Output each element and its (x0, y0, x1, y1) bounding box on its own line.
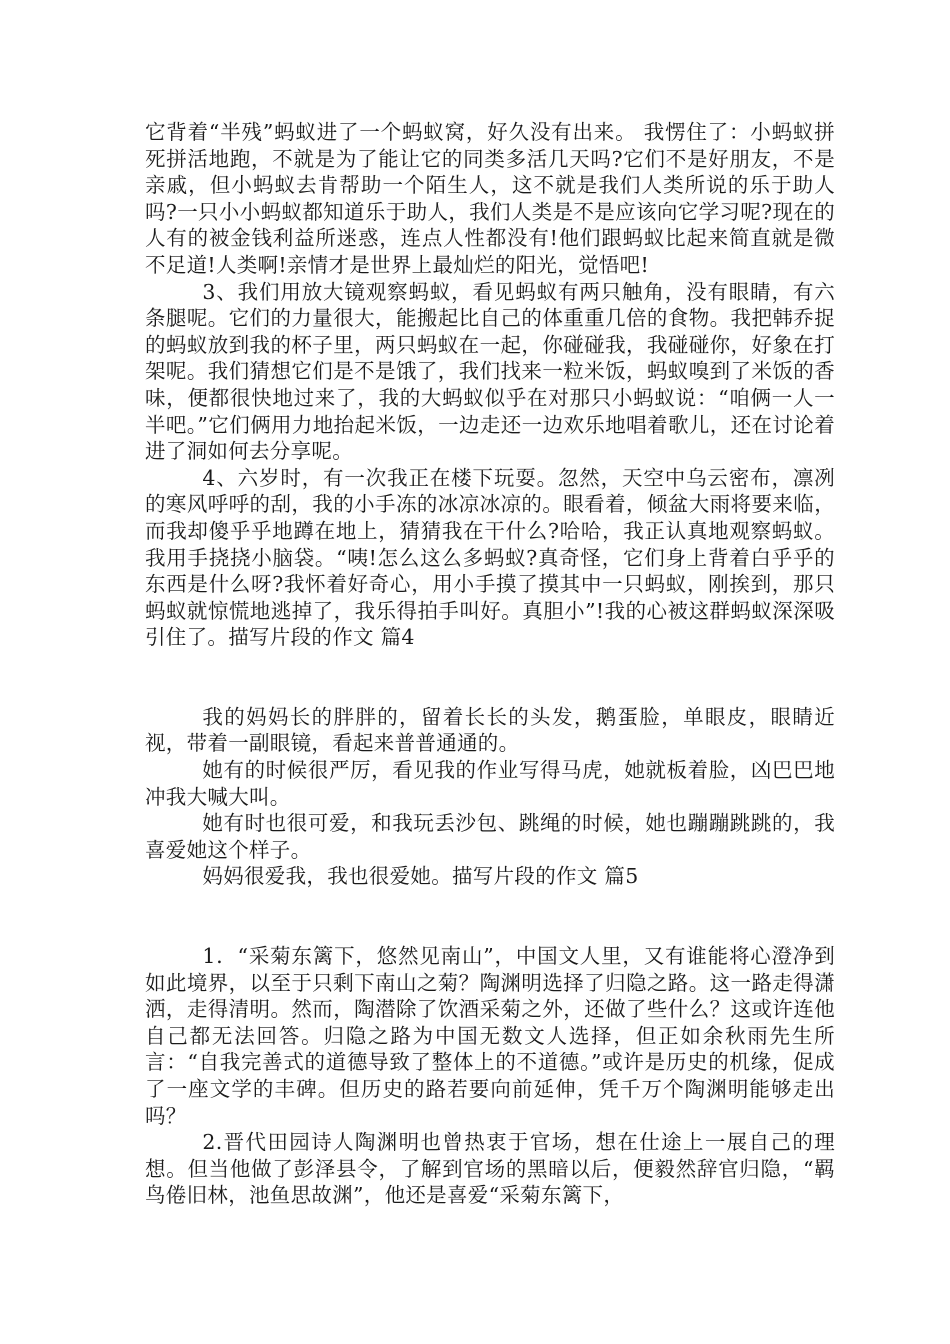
paragraph-mom-strict: 她有的时候很严厉，看见我的作业写得马虎，她就板着脸，凶巴巴地冲我大喊大叫。 (145, 758, 835, 809)
paragraph-tao-yuanming-2: 2.晋代田园诗人陶渊明也曾热衷于官场，想在仕途上一展自己的理想。但当他做了彭泽县令，了解到官场的黑暗以后，便毅然辞官归隐，“羁鸟倦旧林，池鱼思故渊”，他还是喜爱“采菊东篱下， (145, 1130, 835, 1208)
paragraph-mom-cute: 她有时也很可爱，和我玩丢沙包、跳绳的时候，她也蹦蹦跳跳的，我喜爱她这个样子。 (145, 811, 835, 862)
paragraph-tao-yuanming-1: 1．“采菊东篱下，悠然见南山”，中国文人里，又有谁能将心澄净到如此境界，以至于只剩下南山之菊？陶渊明选择了归隐之路。这一路走得潇洒，走得清明。然而，陶潜除了饮酒采菊之外，还做了些什么？这或许连他自己都无法回答。归隐之路为中国无数文人选择，但正如余秋雨先生所言：“自我完善式的道德导致了整体上的不道德。”或许是历史的机缘，促成了一座文学的丰碑。但历史的路若要向前延伸，凭千万个陶渊明能够走出吗？ (145, 944, 835, 1128)
document-body (145, 119, 835, 1209)
paragraph-mom-appearance: 我的妈妈长的胖胖的，留着长长的头发，鹅蛋脸，单眼皮，眼睛近视，带着一副眼镜，看起来普普通通的。 (145, 704, 835, 756)
paragraph-mom-love: 妈妈很爱我，我也很爱她。描写片段的作文 篇5 (202, 864, 639, 889)
paragraph-ant-helping: 它背着“半残”蚂蚁进了一个蚂蚁窝，好久没有出来。 我愣住了：小蚂蚁拼死拼活地跑，不就是为了能让它的同类多活几天吗?它们不是好朋友，不是亲戚，但小蚂蚁去肯帮助一个陌生人，这不就是我们人类所说的乐于助人吗?一只小小蚂蚁都知道乐于助人，我们人类是不是应该向它学习呢?现在的人有的被金钱利益所迷惑，连点人性都没有!他们跟蚂蚁比起来简直就是微不足道!人类啊!亲情才是世界上最灿烂的阳光，觉悟吧! (145, 120, 835, 277)
paragraph-age-six: 4、六岁时，有一次我正在楼下玩耍。忽然，天空中乌云密布，凛冽的寒风呼呼的刮，我的小手冻的冰凉冰凉的。眼看着，倾盆大雨将要来临，而我却傻乎乎地蹲在地上，猜猜我在干什么?哈哈，我正认真地观察蚂蚁。我用手挠挠小脑袋。“咦!怎么这么多蚂蚁?真奇怪，它们身上背着白乎乎的东西是什么呀?我怀着好奇心，用小手摸了摸其中一只蚂蚁，刚挨到，那只蚂蚁就惊慌地逃掉了，我乐得拍手叫好。真胆小”!我的心被这群蚂蚁深深吸引住了。描写片段的作文 篇4 (145, 465, 835, 650)
paragraph-magnifier: 3、我们用放大镜观察蚂蚁，看见蚂蚁有两只触角，没有眼睛，有六条腿呢。它们的力量很大，能搬起比自己的体重重几倍的食物。我把韩乔捉的蚂蚁放到我的杯子里，两只蚂蚁在一起，你碰碰我，我碰碰你，好象在打架呢。我们猜想它们是不是饿了，我们找来一粒米饭，蚂蚁嗅到了米饭的香味，便都很快地过来了，我的大蚂蚁似乎在对那只小蚂蚁说：“咱俩一人一半吧。”它们俩用力地抬起米饭，一边走还一边欢乐地唱着歌儿，还在讨论着进了洞如何去分享呢。 (145, 279, 835, 464)
section-gap (145, 651, 835, 704)
section-gap (145, 890, 835, 943)
